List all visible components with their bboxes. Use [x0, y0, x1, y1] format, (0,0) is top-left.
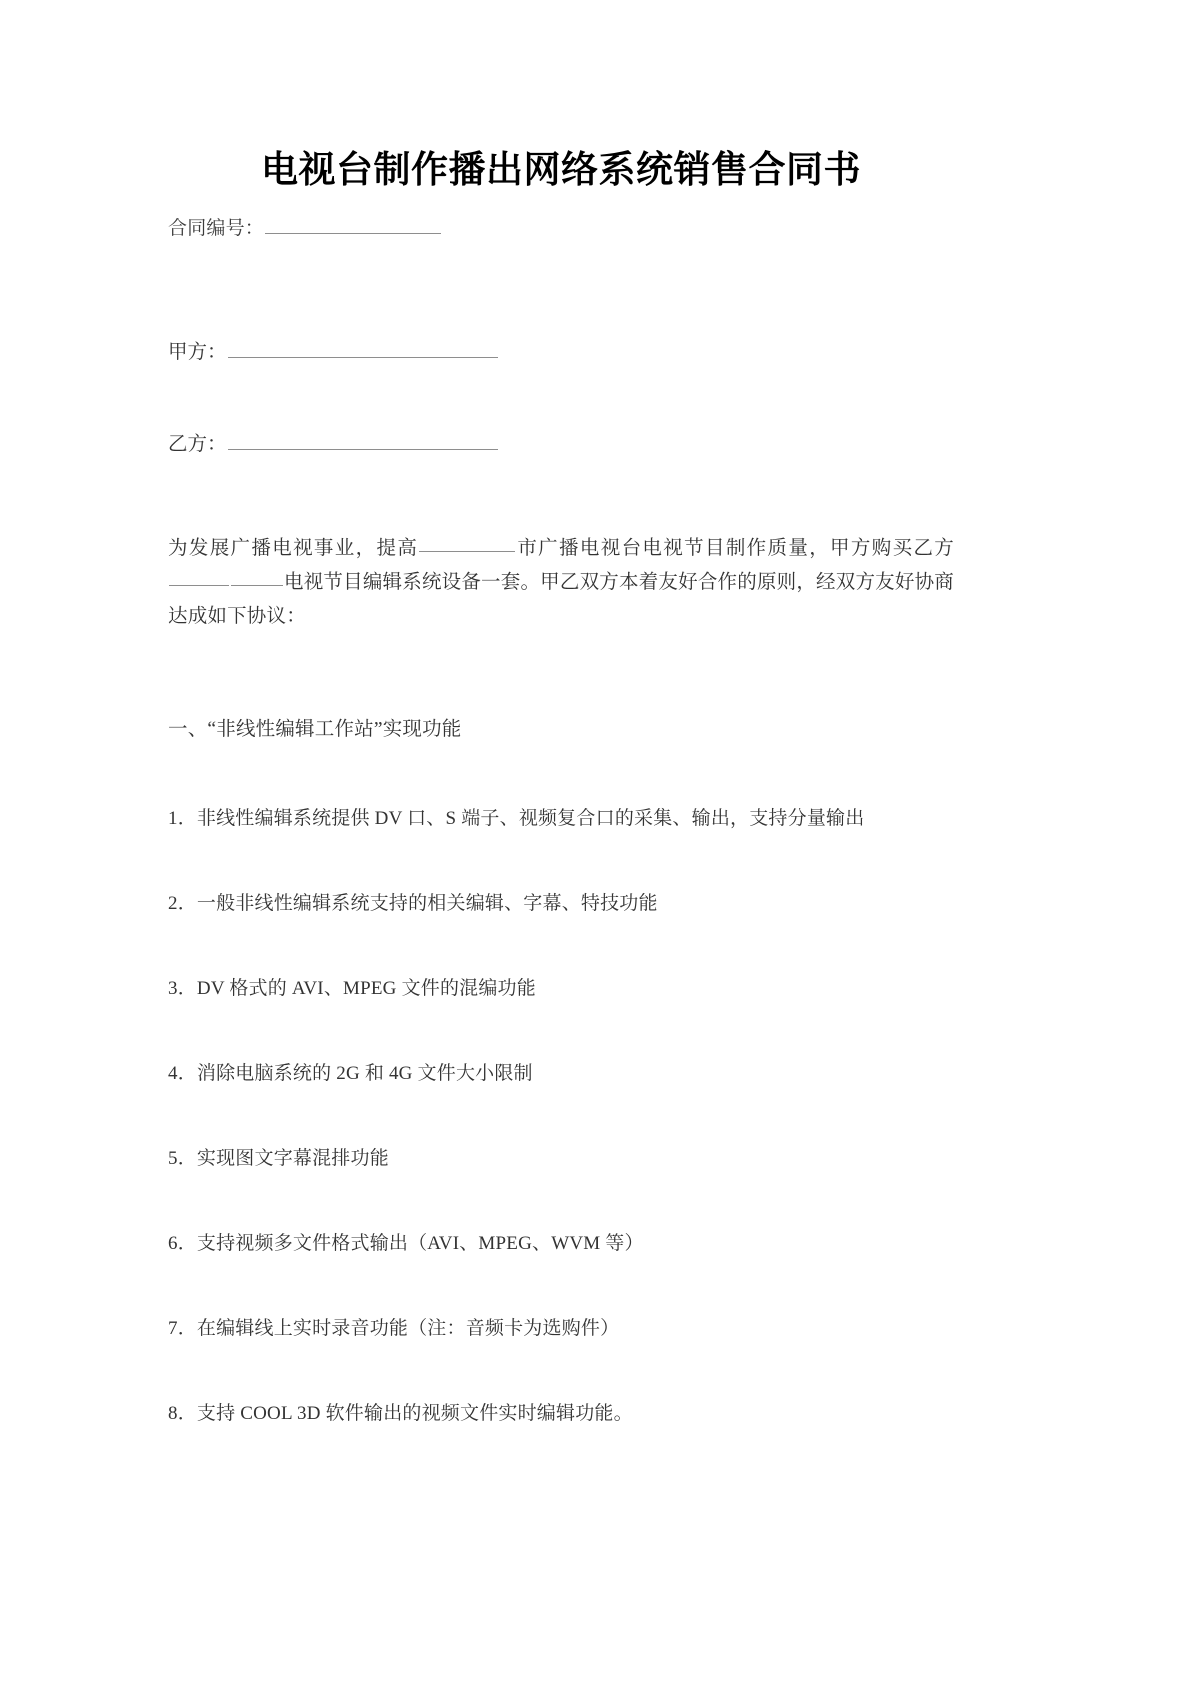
document-content: [168, 0, 954, 1429]
seller-name-blank-part2[interactable]: [231, 567, 283, 587]
list-item: 8．支持 COOL 3D 软件输出的视频文件实时编辑功能。: [168, 1403, 633, 1425]
list-item: 1．非线性编辑系统提供 DV 口、S 端子、视频复合口的采集、输出，支持分量输出: [168, 808, 865, 830]
party-b-label: 乙方：: [168, 434, 227, 456]
party-a-row: [168, 338, 954, 368]
list-item: 6．支持视频多文件格式输出（AVI、MPEG、WVM 等）: [168, 1233, 644, 1255]
contract-number-row: [168, 212, 954, 246]
feature-list: [168, 804, 954, 1429]
contract-number-blank[interactable]: [265, 215, 441, 234]
intro-segment-2: 市广播电视台电视节目制作质量，甲方购买乙方: [516, 538, 955, 560]
list-item: 4．消除电脑系统的 2G 和 4G 文件大小限制: [168, 1063, 533, 1085]
party-a-label: 甲方：: [168, 342, 227, 364]
page-title: 电视台制作播出网络系统销售合同书: [261, 150, 861, 191]
contract-number-label: 合同编号：: [168, 218, 265, 240]
list-item: 5．实现图文字幕混排功能: [168, 1148, 389, 1170]
party-a-blank[interactable]: [228, 339, 498, 359]
list-item: 7．在编辑线上实时录音功能（注：音频卡为选购件）: [168, 1318, 620, 1340]
party-b-blank[interactable]: [228, 431, 498, 451]
intro-segment-1: 为发展广播电视事业，提高: [168, 538, 419, 560]
list-item: 2．一般非线性编辑系统支持的相关编辑、字幕、特技功能: [168, 893, 658, 915]
list-item: 3．DV 格式的 AVI、MPEG 文件的混编功能: [168, 978, 536, 1000]
section-heading-1: 一、“非线性编辑工作站”实现功能: [168, 719, 462, 741]
party-b-row: [168, 430, 954, 460]
city-name-blank[interactable]: [419, 533, 515, 553]
intro-paragraph: [168, 532, 954, 634]
intro-segment-3: 电视节目编辑系统设备一套。甲乙双方本着友好合作的原则，经双方友好协商达成如下协议：: [168, 572, 954, 628]
seller-name-blank-part1[interactable]: [169, 567, 229, 587]
